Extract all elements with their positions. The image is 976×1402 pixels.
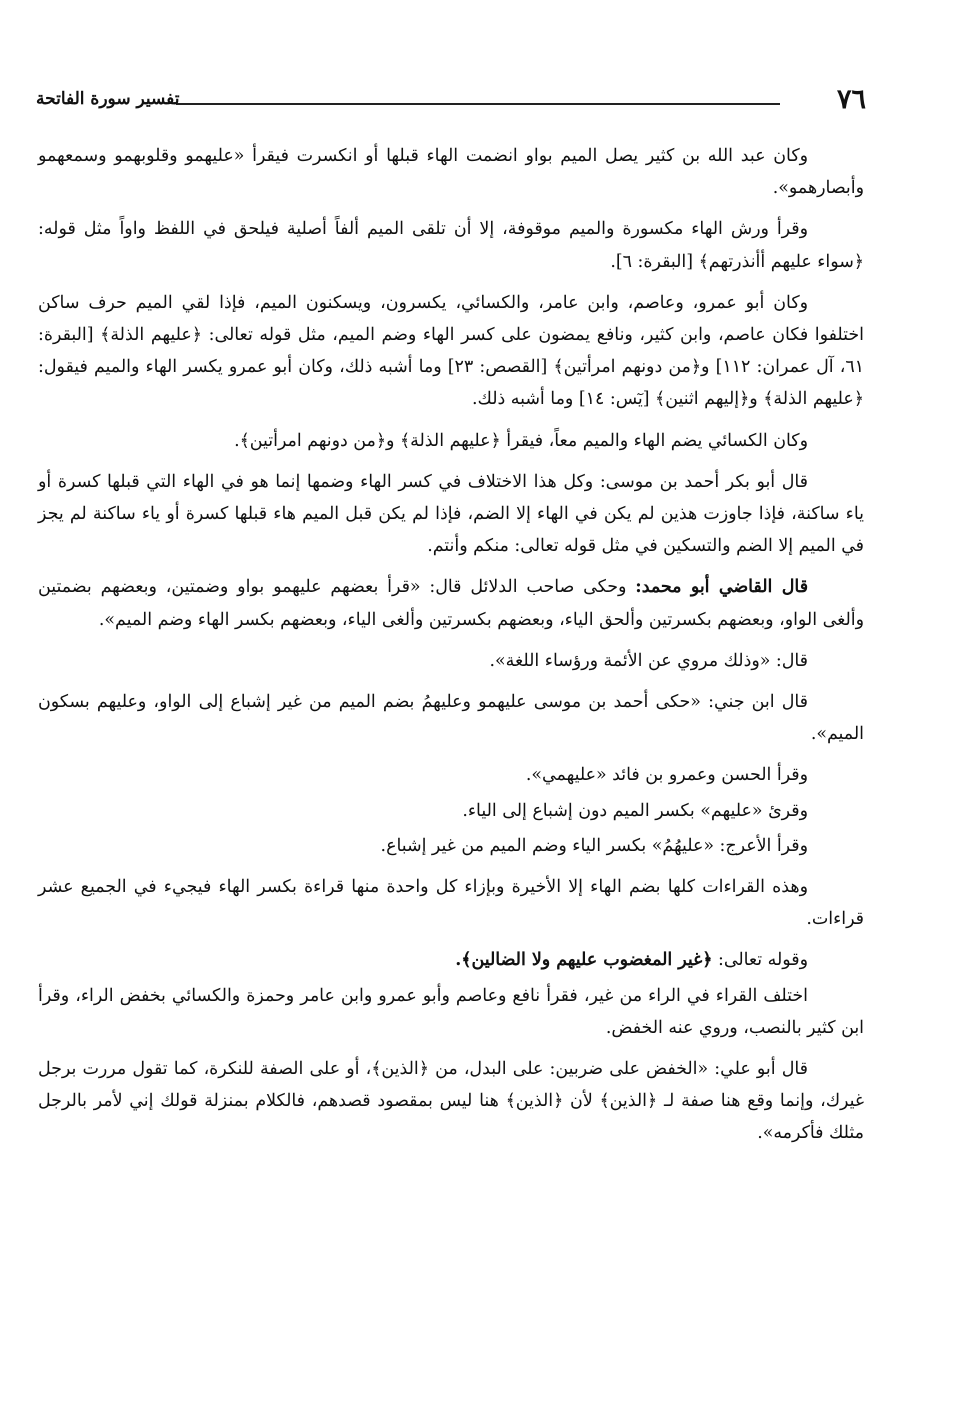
page-header — [36, 82, 866, 122]
paragraph: وقرأ ورش الهاء مكسورة والميم موقوفة، إلا أن تلقى الميم ألفاً أصلية فيلحق في اللفظ واواً مثل قوله: ﴿سواء عليهم أأنذرتهم﴾ [البقرة: ٦]. — [38, 219, 864, 272]
paragraph: وقرأ الحسن وعمرو بن فائد «عليهمي». — [525, 765, 808, 786]
paragraph: وكان الكسائي يضم الهاء والميم معاً، فيقرأ ﴿عليهم الذلة﴾ و﴿من دونهم امرأتين﴾. — [234, 430, 808, 451]
paragraph: وقرأ الأعرج: «عليهُمُ» بكسر الياء وضم الميم من غير إشباع. — [380, 835, 808, 856]
paragraph: وكان أبو عمرو، وعاصم، وابن عامر، والكسائي، يكسرون، ويسكنون الميم، فإذا لقي الميم حرف ساكن اختلفوا فكان عاصم، وابن كثير، ونافع يمضون على كسر الهاء وضم الميم، مثل قوله تعالى: ﴿عليهم الذلة﴾ [البقرة: ٦١، آل عمران: ١١٢] و﴿من دونهم امرأتين﴾ [القصص: ٢٣] وما أشبه ذلك، وكان أبو عمرو يكسر الهاء والميم فيقول: ﴿عليهم الذلة﴾ و﴿إليهم اثنين﴾ [يٓس: ١٤] وما أشبه ذلك. — [38, 292, 865, 410]
page-number: ٧٦ — [836, 84, 866, 115]
header-rule — [176, 103, 780, 105]
paragraph: وهذه القراءات كلها بضم الهاء إلا الأخيرة وبإزاء كل واحدة منها قراءة بكسر الهاء فيجيء في الجميع عشر قراءات. — [38, 877, 864, 930]
paragraph: قال: «وذلك مروي عن الأئمة ورؤساء اللغة». — [489, 650, 808, 671]
paragraph: قال أبو علي: «الخفض على ضربين: على البدل، من ﴿الذين﴾، أو على الصفة للنكرة، كما تقول مررت برجل غيرك، وإنما وقع هنا صفة لـ ﴿الذين﴾ لأن ﴿الذين﴾ هنا ليس بمقصود قصدهم، فالكلام بمنزلة قولك إني لأمر بالرجل مثلك فأكرمه». — [38, 1059, 864, 1144]
paragraph — [38, 571, 864, 635]
paragraph: وكان عبد الله بن كثير يصل الميم بواو انضمت الهاء قبلها أو انكسرت فيقرأ «عليهمو وقلوبهمو وسمعهمو وأبصارهمو». — [38, 146, 864, 199]
paragraph: قال ابن جني: «حكى أحمد بن موسى عليهمو وعليهمُ بضم الميم من غير إشباع إلى الواو، وعليهم بسكون الميم». — [38, 692, 864, 745]
body-text — [38, 140, 864, 1159]
paragraph: وقرئ «عليهم» بكسر الميم دون إشباع إلى الياء. — [462, 800, 808, 821]
paragraph: اختلف القراء في الراء من غير، فقرأ نافع وعاصم وأبو عمرو وابن عامر وحمزة والكسائي بخفض الراء، وقرأ ابن كثير بالنصب، وروي عنه الخفض. — [38, 985, 864, 1038]
paragraph-text: وحكى صاحب الدلائل قال: «قرأ بعضهم عليهمو بواو وضمتين، وبعضهم بضمتين وألغى الواو، وبعضهم بكسرتين وألحق الياء، وبعضهم بكسرتين وألغى الياء، وبعضهم بكسر الهاء وضم الميم». — [38, 577, 864, 630]
qadi-lead-in: قال القاضي أبو محمد: — [635, 577, 809, 598]
paragraph: قال أبو بكر أحمد بن موسى: وكل هذا الاختلاف في كسر الهاء وضمها إنما هو في الهاء التي قبلها كسرة أو ياء ساكنة، فإذا جاوزت هذين لم يكن في الهاء إلا الضم، فإذا لم يكن قبل الميم هاء قبلها كسرة أو ياء ساكنة لم يجز في الميم إلا الضم والتسكين في مثل قوله تعالى: منكم وأنتم. — [38, 471, 864, 557]
running-title: تفسير سورة الفاتحة — [36, 89, 180, 109]
verse-intro: وقوله تعالى: — [717, 950, 808, 971]
verse-heading — [38, 944, 864, 976]
verse-text: ﴿غير المغضوب عليهم ولا الضالين﴾. — [455, 950, 713, 971]
